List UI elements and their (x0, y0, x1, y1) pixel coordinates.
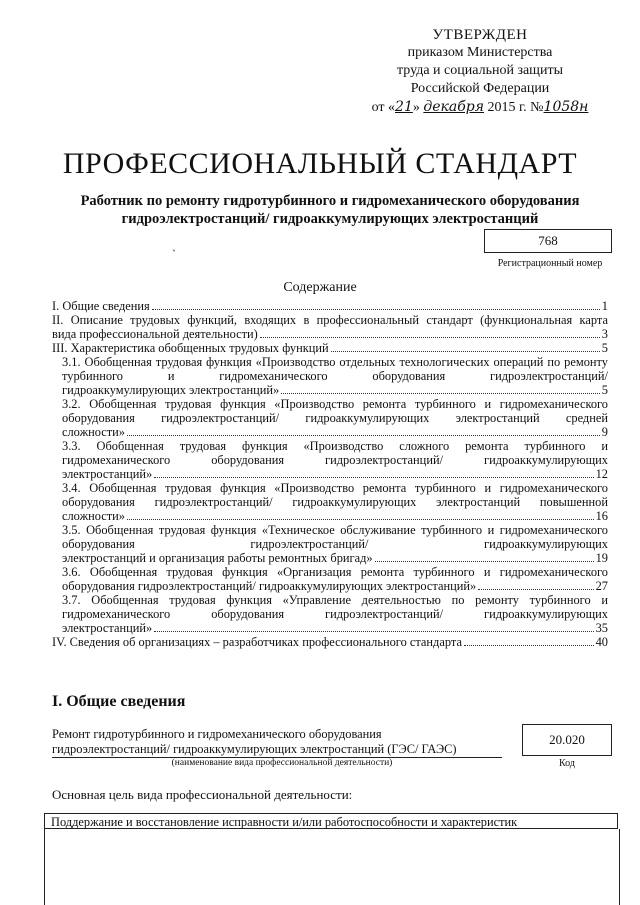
toc-leader-dots (154, 631, 593, 632)
toc-item[interactable] (52, 523, 608, 565)
order-number: 1058н (543, 99, 589, 115)
toc-item-page: 19 (595, 551, 608, 565)
approval-line-4: Российской Федерации (410, 81, 550, 96)
approval-line-1: УТВЕРЖДЕН (432, 27, 528, 43)
date-day: 21 (395, 99, 413, 115)
section-heading: I. Общие сведения (52, 693, 186, 710)
subtitle-line-2: гидроэлектростанций/ гидроаккумулирующих электростанций (121, 211, 539, 227)
toc-item-lead: 3.6. Обобщенная трудовая функция «Организация ремонта турбинного и гидромеханического (62, 565, 608, 579)
toc-item[interactable] (52, 313, 608, 341)
approval-block (360, 26, 600, 117)
toc-item-text: вида профессиональной деятельности) (52, 327, 258, 341)
goal-heading: Основная цель вида профессиональной деятельности: (52, 787, 353, 802)
toc-leader-dots (152, 309, 600, 310)
scan-mark: ˏ (172, 238, 176, 252)
activity-name (52, 727, 502, 758)
toc-leader-dots (464, 645, 594, 646)
toc-item-page: 5 (601, 341, 608, 355)
toc-item-text: электростанций и организация работы ремонтных бригад» (62, 551, 373, 565)
goal-text-box: Поддержание и восстановление исправности и/или работоспособности и характеристик (44, 813, 618, 829)
activity-code-box: 20.020 (522, 724, 612, 756)
toc-leader-dots (281, 393, 600, 394)
page-subtitle (40, 192, 620, 228)
toc-item[interactable] (52, 355, 608, 397)
toc-item-page: 9 (601, 425, 608, 439)
date-mid: » (412, 100, 424, 115)
toc-item-lead: 3.5. Обобщенная трудовая функция «Техническое обслуживание турбинного и гидромеханического оборудования гидроэлектростанций/ гидроаккумулирующих (62, 523, 608, 551)
toc-item[interactable] (52, 635, 608, 649)
toc-item-lead: 3.4. Обобщенная трудовая функция «Производство ремонта турбинного и гидромеханического оборудования гидроэлектростанций/ гидроаккумулирующих электростанций повышенной (62, 481, 608, 509)
goal-box-continuation (44, 829, 620, 905)
registration-number-label: Регистрационный номер (497, 258, 603, 269)
activity-line-2: гидроэлектростанций/ гидроаккумулирующих электростанций (ГЭС/ ГАЭС) (52, 742, 502, 758)
toc-leader-dots (260, 337, 600, 338)
toc-item-text: III. Характеристика обобщенных трудовых функций (52, 341, 329, 355)
date-prefix: от « (371, 100, 396, 115)
toc-item-page: 3 (601, 327, 608, 341)
toc-leader-dots (127, 519, 594, 520)
toc-item-page: 27 (595, 579, 608, 593)
toc-item-text: IV. Сведения об организациях – разработчиках профессионального стандарта (52, 635, 462, 649)
toc-item-lead: 3.1. Обобщенная трудовая функция «Производство отдельных технологических операций по ремонту турбинного и гидромеханического оборудования гидроэлектростанций/ (62, 355, 608, 383)
toc-item-text: сложности» (62, 425, 126, 439)
toc-leader-dots (331, 351, 600, 352)
toc-item-page: 12 (595, 467, 608, 481)
toc-heading: Содержание (283, 280, 357, 295)
toc-item-page: 5 (601, 383, 608, 397)
toc-leader-dots (127, 435, 600, 436)
activity-name-label: (наименование вида профессиональной деятельности) (171, 758, 393, 768)
activity-line-1: Ремонт гидротурбинного и гидромеханического оборудования (52, 727, 382, 741)
toc-item-lead: 3.2. Обобщенная трудовая функция «Производство ремонта турбинного и гидромеханического оборудования гидроэлектростанций/ гидроаккумулирующих электростанций средней (62, 397, 608, 425)
toc-item-page: 1 (601, 299, 608, 313)
toc-item-lead: 3.3. Обобщенная трудовая функция «Производство сложного ремонта турбинного и гидромеханического оборудования гидроэлектростанций/ гидроаккумулирующих (62, 439, 608, 467)
date-month: декабря (423, 99, 485, 115)
toc-item[interactable] (52, 593, 608, 635)
table-of-contents (52, 299, 608, 649)
toc-item-text: гидроаккумулирующих электростанций» (62, 383, 280, 397)
toc-item-text: оборудования гидроэлектростанций/ гидроаккумулирующих электростанций» (62, 579, 477, 593)
toc-item-page: 40 (595, 635, 608, 649)
approval-line-2: приказом Министерства (407, 45, 553, 60)
toc-item-text: электростанций» (62, 621, 153, 635)
page-title: ПРОФЕССИОНАЛЬНЫЙ СТАНДАРТ (62, 147, 578, 180)
subtitle-line-1: Работник по ремонту гидротурбинного и гидромеханического оборудования (80, 193, 580, 209)
registration-number-box: 768 (484, 229, 612, 253)
toc-item-page: 16 (595, 509, 608, 523)
toc-item[interactable] (52, 341, 608, 355)
toc-item-text: I. Общие сведения (52, 299, 150, 313)
toc-item-lead: 3.7. Обобщенная трудовая функция «Управление деятельностью по ремонту турбинного и гидромеханического оборудования гидроэлектростанций/ гидроаккумулирующих (62, 593, 608, 621)
approval-line-3: труда и социальной защиты (397, 63, 563, 78)
toc-item-text: сложности» (62, 509, 126, 523)
activity-code-label: Код (559, 758, 575, 769)
toc-leader-dots (154, 477, 593, 478)
toc-item[interactable] (52, 439, 608, 481)
toc-item-lead: II. Описание трудовых функций, входящих в профессиональный стандарт (функциональная карта (52, 313, 608, 327)
toc-item[interactable] (52, 299, 608, 313)
toc-leader-dots (478, 589, 593, 590)
toc-item-page: 35 (595, 621, 608, 635)
toc-item[interactable] (52, 565, 608, 593)
toc-item[interactable] (52, 397, 608, 439)
approval-date (372, 98, 589, 117)
toc-leader-dots (375, 561, 594, 562)
toc-item-text: электростанций» (62, 467, 153, 481)
date-year: 2015 г. № (484, 100, 544, 115)
toc-item[interactable] (52, 481, 608, 523)
